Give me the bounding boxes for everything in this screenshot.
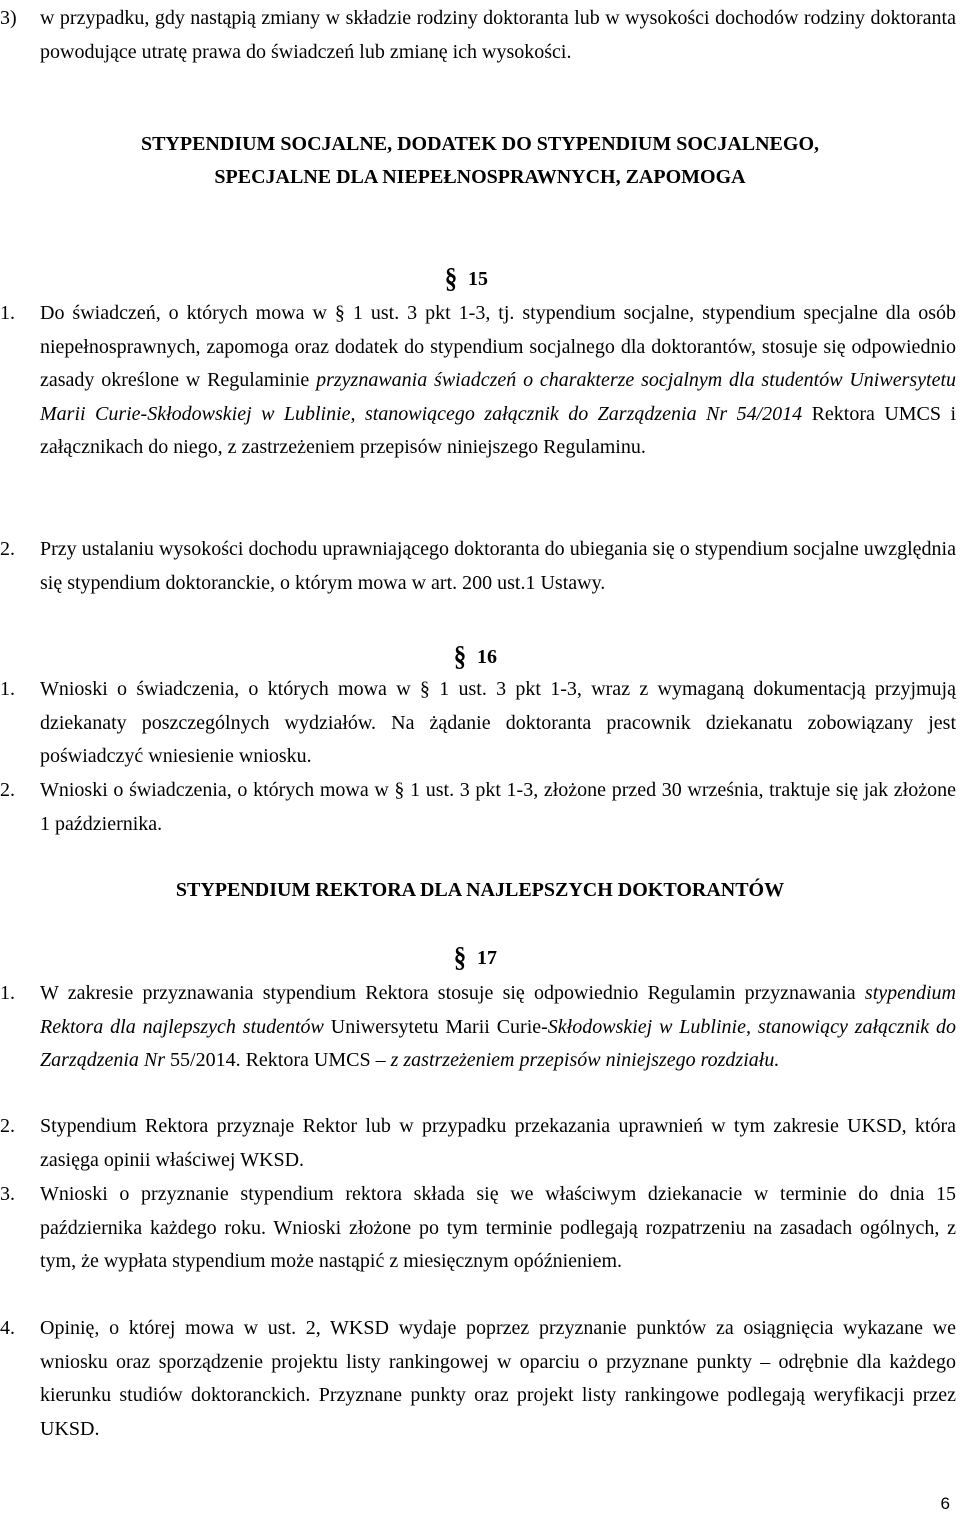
item-number: 3.: [0, 1183, 15, 1205]
section-sign-icon: §: [444, 263, 458, 295]
item-text: Opinię, o której mowa w ust. 2, WKSD wydaje poprzez przyznanie punktów za osiągnięcia wykazane we wniosku oraz sporządzenie projektu listy rankingowej w oparciu o przyznane punkty – odrębnie dla każdego kierunku studiów doktoranckich. Przyznane punkty oraz projekt listy rankingowe podlegają weryfikacji przez UKSD.: [40, 1317, 956, 1440]
paragraph-number: § 16: [455, 642, 497, 672]
item-text: Wnioski o przyznanie stypendium rektora składa się we właściwym dziekanacie w terminie do dnia 15 października każdego roku. Wnioski złożone po tym terminie podlegają rozpatrzeniu na zasadach ogólnych, z tym, że wypłata stypendium może nastąpić z miesięcznym opóźnieniem.: [40, 1183, 956, 1272]
item-text: Stypendium Rektora przyznaje Rektor lub w przypadku przekazania uprawnień w tym zakresie UKSD, która zasięga opinii właściwej WKSD.: [40, 1115, 956, 1171]
item-number: 2.: [0, 779, 15, 801]
item-number: 2.: [0, 1115, 15, 1137]
item-number: 1.: [0, 302, 15, 324]
item-text: W zakresie przyznawania stypendium Rektora stosuje się odpowiednio Regulamin przyznawania stypendium Rektora dla najlepszych studentów Uniwersytetu Marii Curie-Skłodowskiej w Lublinie, stanowiący załącznik do Zarządzenia Nr 55/2014. Rektora UMCS – z zastrzeżeniem przepisów niniejszego rozdziału.: [40, 982, 957, 1071]
section-sign-icon: §: [453, 641, 467, 673]
heading-line: SPECJALNE DLA NIEPEŁNOSPRAWNYCH, ZAPOMOGA: [214, 166, 746, 188]
item-number: 1.: [0, 678, 15, 700]
item-number: 2.: [0, 538, 15, 560]
item-text: Wnioski o świadczenia, o których mowa w § 1 ust. 3 pkt 1-3, wraz z wymaganą dokumentacją przyjmują dziekanaty poszczególnych wydziałów. Na żądanie doktoranta pracownik dziekanatu zobowiązany jest poświadczyć wniesienie wniosku.: [40, 678, 956, 767]
page-number: 6: [940, 1494, 950, 1513]
item-number: 4.: [0, 1317, 15, 1339]
item-number: 3): [0, 7, 17, 29]
item-text: Przy ustalaniu wysokości dochodu uprawniającego doktoranta do ubiegania się o stypendium socjalne uwzględnia się stypendium doktoranckie, o którym mowa w art. 200 ust.1 Ustawy.: [40, 538, 956, 594]
heading-line: STYPENDIUM SOCJALNE, DODATEK DO STYPENDIUM SOCJALNEGO,: [140, 133, 820, 155]
paragraph-number: § 17: [455, 943, 497, 973]
section-sign-icon: §: [453, 942, 467, 974]
item-text: Do świadczeń, o których mowa w § 1 ust. 3 pkt 1-3, tj. stypendium socjalne, stypendium specjalne dla osób niepełnosprawnych, zapomoga oraz dodatek do stypendium socjalnego dla doktorantów, stosuje się odpowiednio zasady określone w Regulaminie przyznawania świadczeń o charakterze socjalnym dla studentów Uniwersytetu Marii Curie-Skłodowskiej w Lublinie, stanowiącego załącznik do Zarządzenia Nr 54/2014 Rektora UMCS i załącznikach do niego, z zastrzeżeniem przepisów niniejszego Regulaminu.: [40, 302, 957, 458]
item-text: w przypadku, gdy nastąpią zmiany w składzie rodziny doktoranta lub w wysokości dochodów rodziny doktoranta powodujące utratę prawa do świadczeń lub zmianę ich wysokości.: [40, 7, 956, 63]
section-heading: STYPENDIUM REKTORA DLA NAJLEPSZYCH DOKTORANTÓW: [175, 879, 785, 901]
item-number: 1.: [0, 982, 15, 1004]
section-heading: [0, 128, 960, 194]
item-text: Wnioski o świadczenia, o których mowa w § 1 ust. 3 pkt 1-3, złożone przed 30 września, traktuje się jak złożone 1 października.: [40, 779, 956, 835]
paragraph-number: § 15: [446, 264, 488, 294]
